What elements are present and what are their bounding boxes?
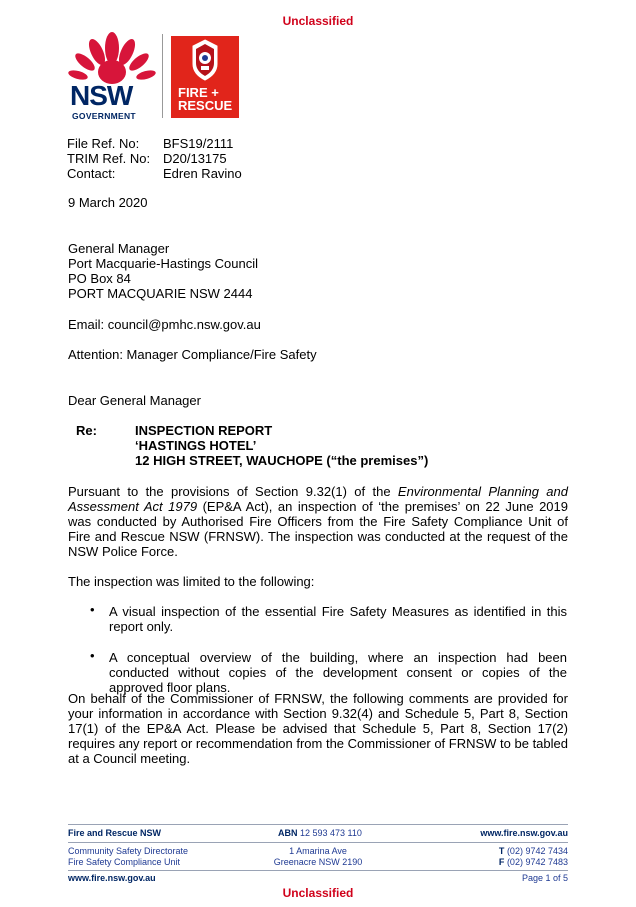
footer-org: Fire and Rescue NSW: [68, 828, 162, 838]
re-label: Re:: [76, 423, 97, 438]
footer-phone: [448, 846, 568, 857]
footer-phone-label: T: [498, 846, 505, 856]
bullet-item-conceptual-overview: A conceptual overview of the building, where an inspection had been conducted without copies of the development consent or copies of the approved floor plans.: [109, 650, 567, 695]
recipient-email: Email: council@pmhc.nsw.gov.au: [68, 317, 261, 332]
footer-abn-value: 12 593 473 110: [300, 828, 362, 838]
trim-ref-value: D20/13175: [163, 151, 227, 166]
trim-ref-row: [67, 151, 242, 166]
footer-phone-value: (02) 9742 7434: [506, 846, 568, 856]
paragraph-scope: The inspection was limited to the following:: [68, 574, 315, 589]
nsw-logo-text: NSW: [70, 80, 133, 111]
footer-fax-value: (02) 9742 7483: [506, 857, 568, 867]
letter-date: 9 March 2020: [68, 195, 148, 210]
recipient-address: [68, 241, 258, 301]
contact-value: Edren Ravino: [163, 166, 242, 181]
footer-fax: [448, 857, 568, 868]
trim-ref-label: TRIM Ref. No:: [67, 151, 151, 166]
address-line: General Manager: [68, 241, 170, 256]
paragraph-comments: On behalf of the Commissioner of FRNSW, the following comments are provided for your information in accordance with Section 9.32(4) and Schedule 5, Part 8, Section 17(1) of the EP&A Act. Please be advised that Schedule 5, Part 8, Section 17(2) requires any report or recommendation from the Commissioner of FRNSW to be tabled at a Council meeting.: [68, 691, 568, 766]
fire-rescue-logo: [171, 36, 239, 118]
logo-divider: [162, 34, 163, 118]
bullet-marker: •: [90, 648, 95, 663]
classification-top: Unclassified: [282, 14, 354, 28]
government-logo-text: GOVERNMENT: [72, 111, 136, 121]
paragraph-intro: [68, 484, 568, 559]
fire-rescue-line1: FIRE +: [178, 85, 219, 100]
file-ref-label: File Ref. No:: [67, 136, 140, 151]
fire-rescue-line2: RESCUE: [178, 98, 233, 113]
re-subject-line: ‘HASTINGS HOTEL’: [135, 438, 257, 453]
address-line: PO Box 84: [68, 271, 131, 286]
contact-label: Contact:: [67, 166, 116, 181]
footer-website-bottom-link[interactable]: www.fire.nsw.gov.au: [68, 873, 156, 883]
re-subject-line: 12 HIGH STREET, WAUCHOPE (“the premises”): [135, 453, 429, 468]
file-ref-value: BFS19/2111: [163, 136, 234, 151]
paragraph-intro-text: (EP&A Act), an inspection of ‘the premises’ on 22 June 2019 was conducted by Authorised Fire Officers from the Fire Safety Compliance Unit of Fire and Rescue NSW (FRNSW). The inspection was conducted at the request of the NSW Police Force.: [68, 499, 568, 559]
re-subject-line: INSPECTION REPORT: [135, 423, 273, 438]
footer-abn: [278, 828, 362, 839]
bullet-marker: •: [90, 602, 95, 617]
footer-unit: Fire Safety Compliance Unit: [68, 857, 181, 867]
classification-bottom: Unclassified: [282, 886, 354, 900]
bullet-item-visual-inspection: A visual inspection of the essential Fire Safety Measures as identified in this report only.: [109, 604, 567, 634]
paragraph-intro-text: Pursuant to the provisions of Section 9.32(1) of the: [68, 484, 398, 499]
footer-address-line: 1 Amarina Ave: [289, 846, 347, 856]
footer-address-block: [258, 846, 378, 868]
attention-line: Attention: Manager Compliance/Fire Safety: [68, 347, 317, 362]
fire-rescue-crest-icon: [171, 36, 239, 84]
salutation: Dear General Manager: [68, 393, 201, 408]
address-line: PORT MACQUARIE NSW 2444: [68, 286, 253, 301]
act-title: Environmental Planning and Assessment Act 1979: [68, 484, 568, 514]
footer-fax-label: F: [498, 857, 505, 867]
footer-abn-label: ABN: [278, 828, 298, 838]
address-line: Port Macquarie-Hastings Council: [68, 256, 259, 271]
footer-website-link[interactable]: www.fire.nsw.gov.au: [480, 828, 568, 838]
reference-block: [67, 136, 242, 181]
footer-directorate-block: [68, 846, 188, 868]
file-ref-row: [67, 136, 242, 151]
footer-contact-block: [448, 846, 568, 868]
nsw-government-logo: [66, 30, 158, 120]
footer-address-line: Greenacre NSW 2190: [273, 857, 363, 867]
footer-directorate: Community Safety Directorate: [68, 846, 189, 856]
re-subject: [135, 423, 428, 468]
contact-row: [67, 166, 242, 181]
footer-rule-bottom: [68, 870, 568, 871]
footer-rule-middle: [68, 842, 568, 843]
page-number: Page 1 of 5: [521, 873, 568, 883]
footer-rule-top: [68, 824, 568, 825]
